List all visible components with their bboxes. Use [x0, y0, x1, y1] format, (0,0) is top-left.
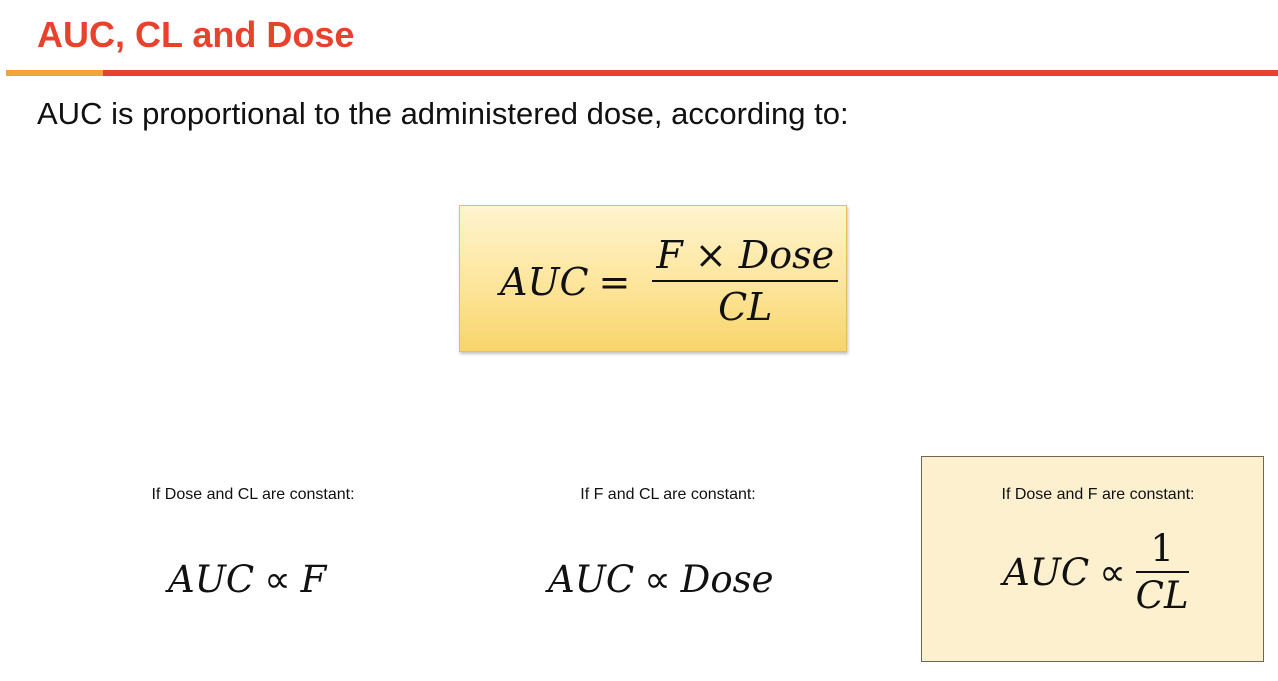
equals-sign: =	[598, 260, 631, 304]
case-3-equation	[1003, 527, 1189, 617]
case-3-label: If Dose and F are constant:	[1001, 486, 1195, 503]
case-1-equation	[168, 558, 326, 601]
slide-title: AUC, CL and Dose	[37, 14, 355, 55]
case-1-lhs: AUC	[168, 558, 255, 601]
main-equation	[500, 232, 838, 332]
case-3-fraction	[1135, 527, 1189, 617]
case-2-lhs: AUC	[548, 558, 635, 601]
intro-text: AUC is proportional to the administered dose, according to:	[37, 96, 849, 131]
title-rule-accent	[6, 70, 103, 76]
main-numerator: F × Dose	[656, 233, 835, 278]
case-2-equation	[548, 558, 773, 601]
main-denominator: CL	[718, 285, 773, 329]
title-rule	[6, 70, 1278, 76]
main-equation-lhs: AUC	[500, 260, 589, 304]
case-1-rhs: F	[300, 558, 327, 601]
proportional-symbol: ∝	[1099, 551, 1126, 595]
case-2-label: If F and CL are constant:	[580, 486, 756, 503]
proportional-symbol: ∝	[264, 558, 291, 601]
case-1-label: If Dose and CL are constant:	[151, 486, 355, 503]
case-3-lhs: AUC	[1003, 551, 1090, 595]
case-2-rhs: Dose	[680, 558, 774, 601]
proportional-symbol: ∝	[644, 558, 671, 601]
main-equation-box	[459, 205, 847, 352]
main-fraction	[652, 233, 838, 329]
case-3-denominator: CL	[1135, 573, 1189, 617]
case-3-numerator: 1	[1150, 527, 1174, 570]
